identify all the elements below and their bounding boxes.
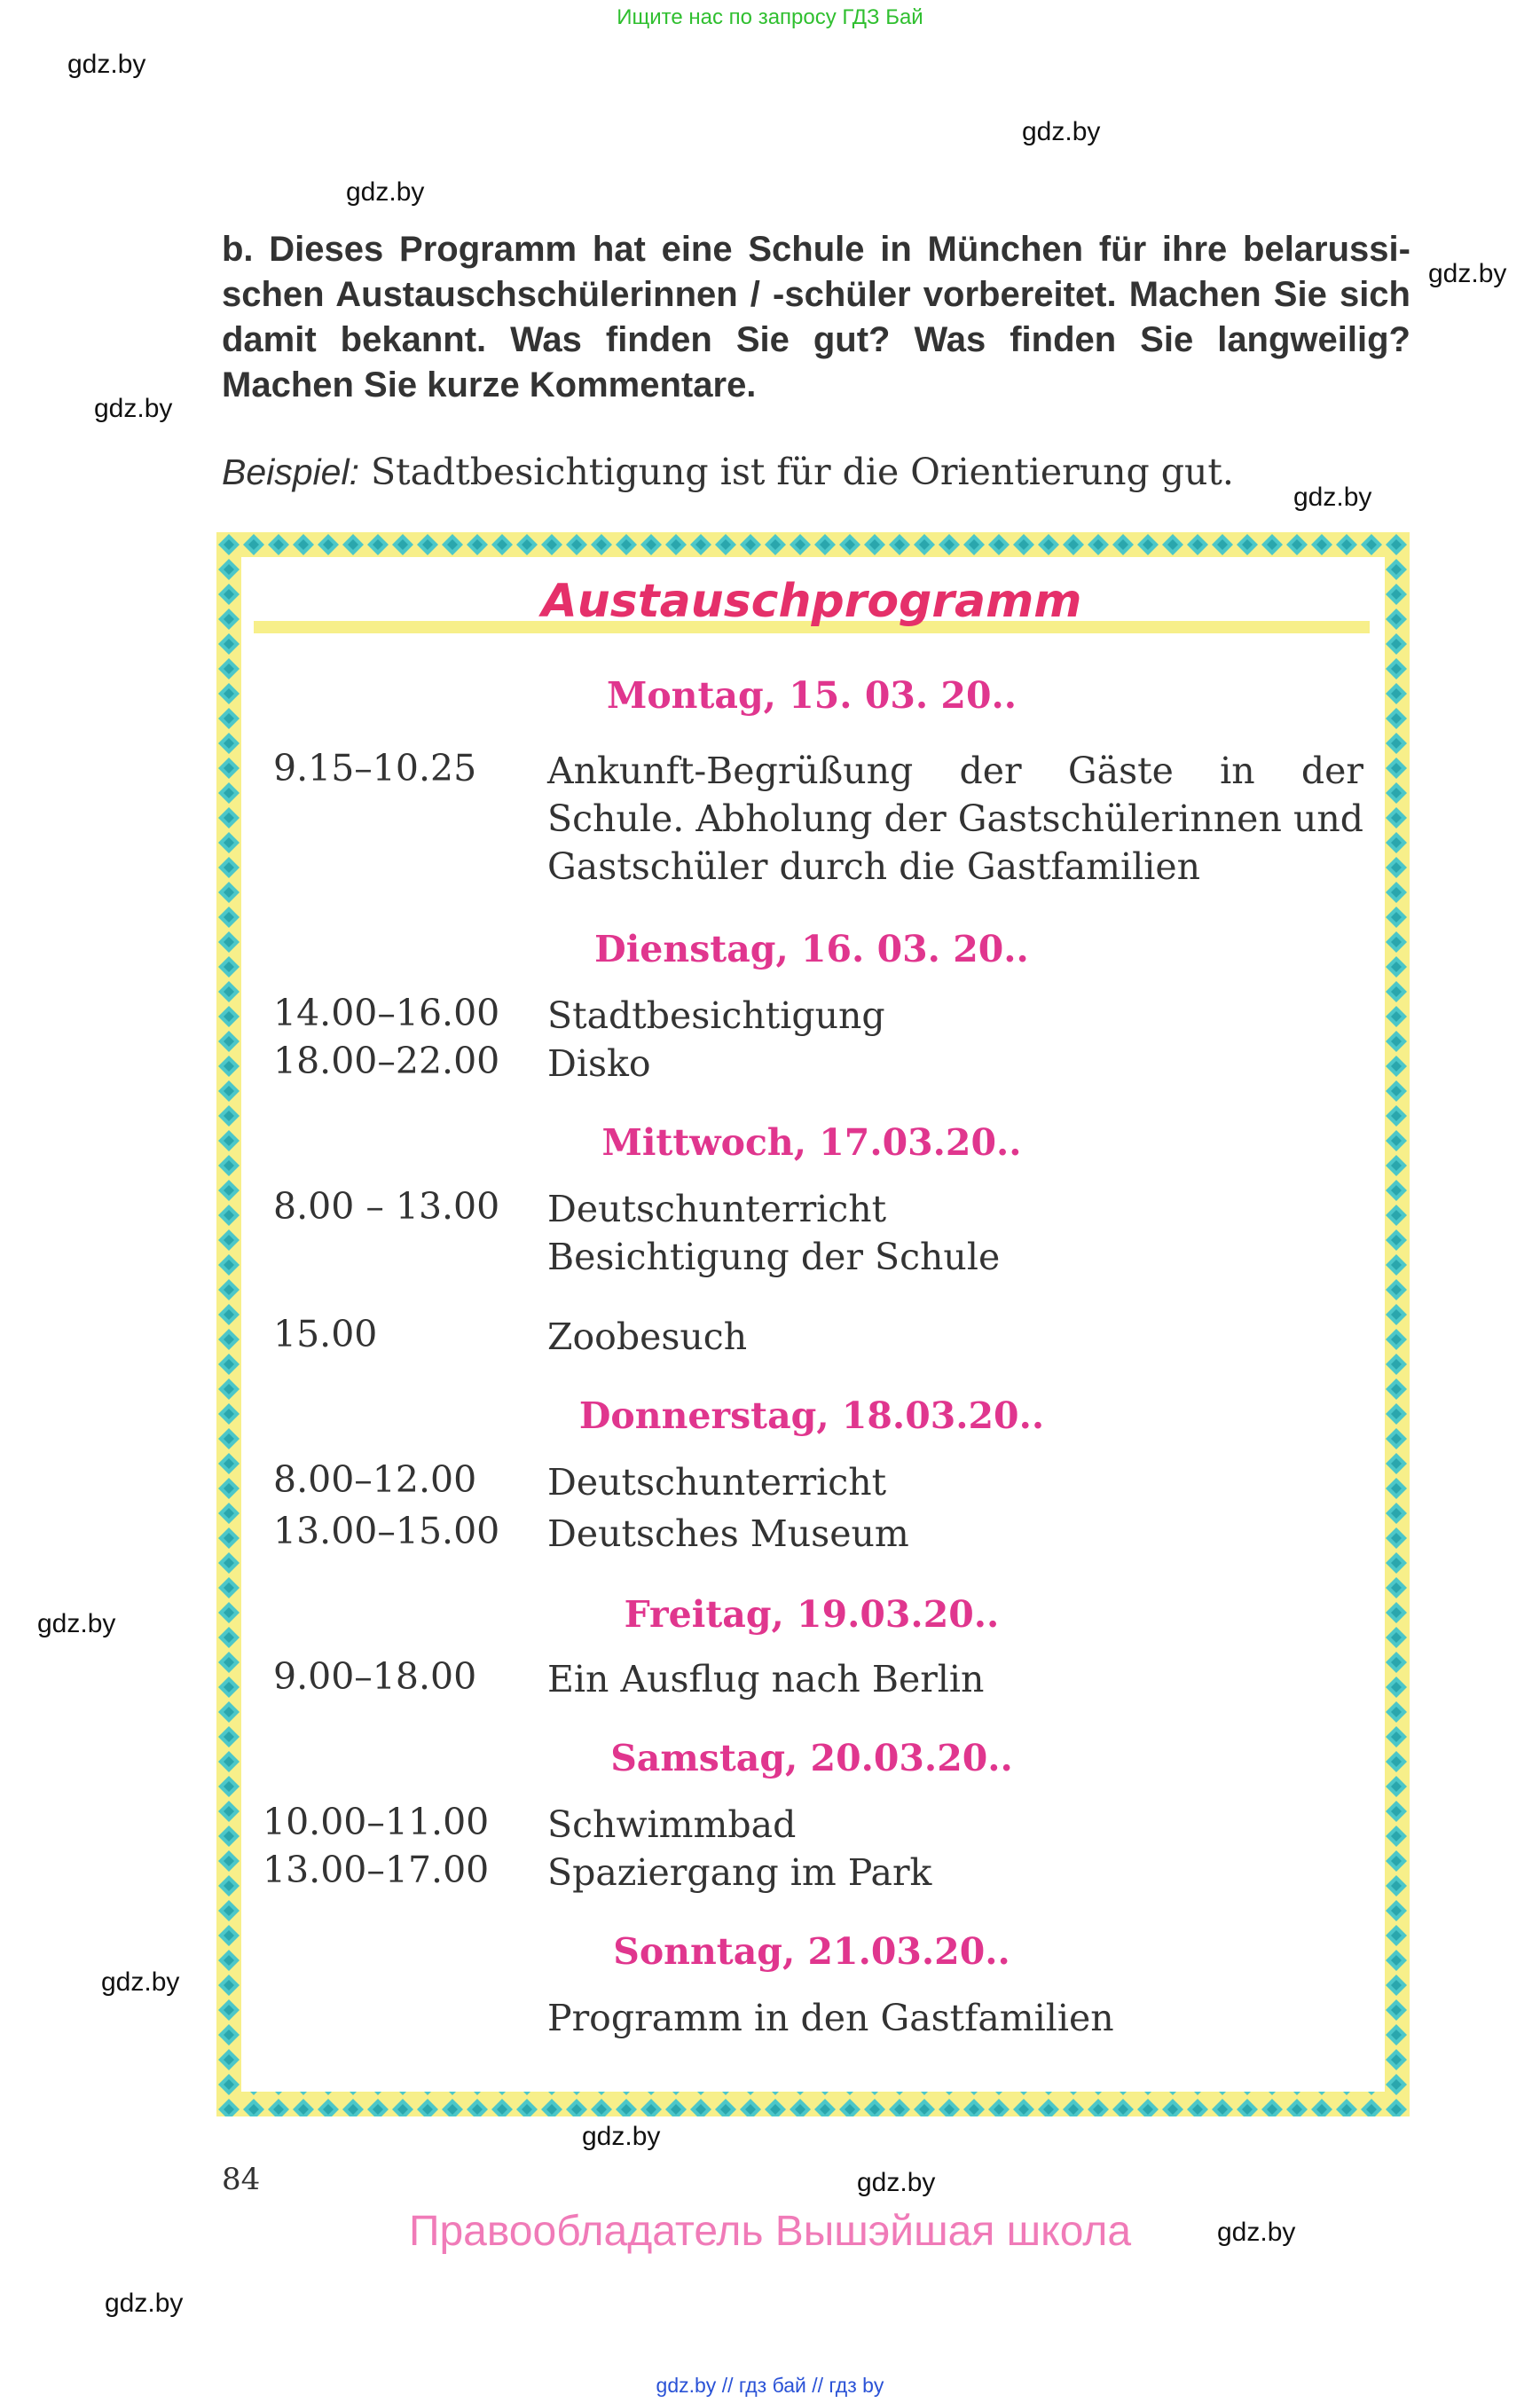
footer-links[interactable]: gdz.by // гдз бай // гдз by	[656, 2374, 884, 2397]
time-slot: 15.00	[273, 1313, 378, 1355]
day-heading: Mittwoch, 17.03.20..	[601, 1121, 1022, 1164]
watermark: gdz.by	[1217, 2218, 1296, 2247]
activity: Deutschunterricht Besichtigung der Schule	[547, 1188, 1001, 1278]
program-title: Austauschprogramm	[541, 575, 1082, 628]
day-heading: Donnerstag, 18.03.20..	[578, 1394, 1045, 1437]
example-label: Beispiel:	[222, 452, 359, 492]
watermark: gdz.by	[1022, 117, 1101, 146]
day-heading: Montag, 15. 03. 20..	[606, 674, 1018, 717]
activity: Deutsches Museum	[547, 1512, 909, 1555]
top-banner[interactable]: Ищите нас по запросу ГДЗ Бай	[617, 5, 923, 29]
watermark: gdz.by	[346, 177, 425, 207]
day-heading: Freitag, 19.03.20..	[624, 1593, 1000, 1636]
activity: Ankunft-Begrüßung der Gäste in der Schule. Abholung der Gastschülerinnen und Gastschüler durch die Gastfamilien	[547, 750, 1363, 888]
day-heading: Dienstag, 16. 03. 20..	[594, 928, 1029, 970]
watermark: gdz.by	[101, 1967, 180, 1997]
activity: Spaziergang im Park	[547, 1851, 932, 1894]
watermark: gdz.by	[37, 1609, 116, 1638]
watermark: gdz.by	[857, 2168, 936, 2197]
example-text: Stadtbesichtigung ist für die Orientierung gut.	[371, 451, 1234, 493]
example-sentence	[222, 451, 1234, 493]
activity: Stadtbesichtigung	[547, 994, 885, 1037]
watermark: gdz.by	[105, 2289, 184, 2318]
time-slot: 8.00 – 13.00	[273, 1185, 500, 1228]
activity: Disko	[547, 1042, 651, 1085]
time-slot: 9.00–18.00	[273, 1655, 477, 1698]
day-heading: Samstag, 20.03.20..	[610, 1737, 1013, 1779]
watermark: gdz.by	[582, 2122, 661, 2151]
time-slot: 13.00–17.00	[263, 1849, 490, 1891]
activity: Ein Ausflug nach Berlin	[547, 1658, 985, 1700]
task-instruction: b. Dieses Programm hat eine Schule in München für ihre belarussischen Austauschschülerinnen / -schüler vorbereitet. Machen Sie sich damit bekannt. Was finden Sie gut? Was finden Sie langweilig? Machen Sie kurze Kommentare.	[222, 230, 1410, 404]
page-number: 84	[222, 2162, 261, 2197]
activity: Zoobesuch	[547, 1315, 748, 1358]
time-slot: 8.00–12.00	[273, 1458, 477, 1501]
day-heading: Sonntag, 21.03.20..	[613, 1930, 1010, 1973]
time-slot: 14.00–16.00	[273, 992, 500, 1034]
time-slot: 10.00–11.00	[263, 1801, 490, 1843]
watermark: gdz.by	[94, 394, 173, 423]
watermark: gdz.by	[67, 50, 146, 79]
activity: Programm in den Gastfamilien	[547, 1997, 1114, 2039]
time-slot: 18.00–22.00	[273, 1040, 500, 1082]
watermark: gdz.by	[1293, 483, 1372, 512]
activity: Schwimmbad	[547, 1803, 797, 1846]
copyright-notice: Правообладатель Вышэйшая школа	[408, 2208, 1132, 2255]
time-slot: 13.00–15.00	[273, 1510, 500, 1552]
watermark: gdz.by	[1428, 259, 1507, 288]
time-slot: 9.15–10.25	[273, 747, 477, 789]
activity: Deutschunterricht	[547, 1461, 887, 1504]
